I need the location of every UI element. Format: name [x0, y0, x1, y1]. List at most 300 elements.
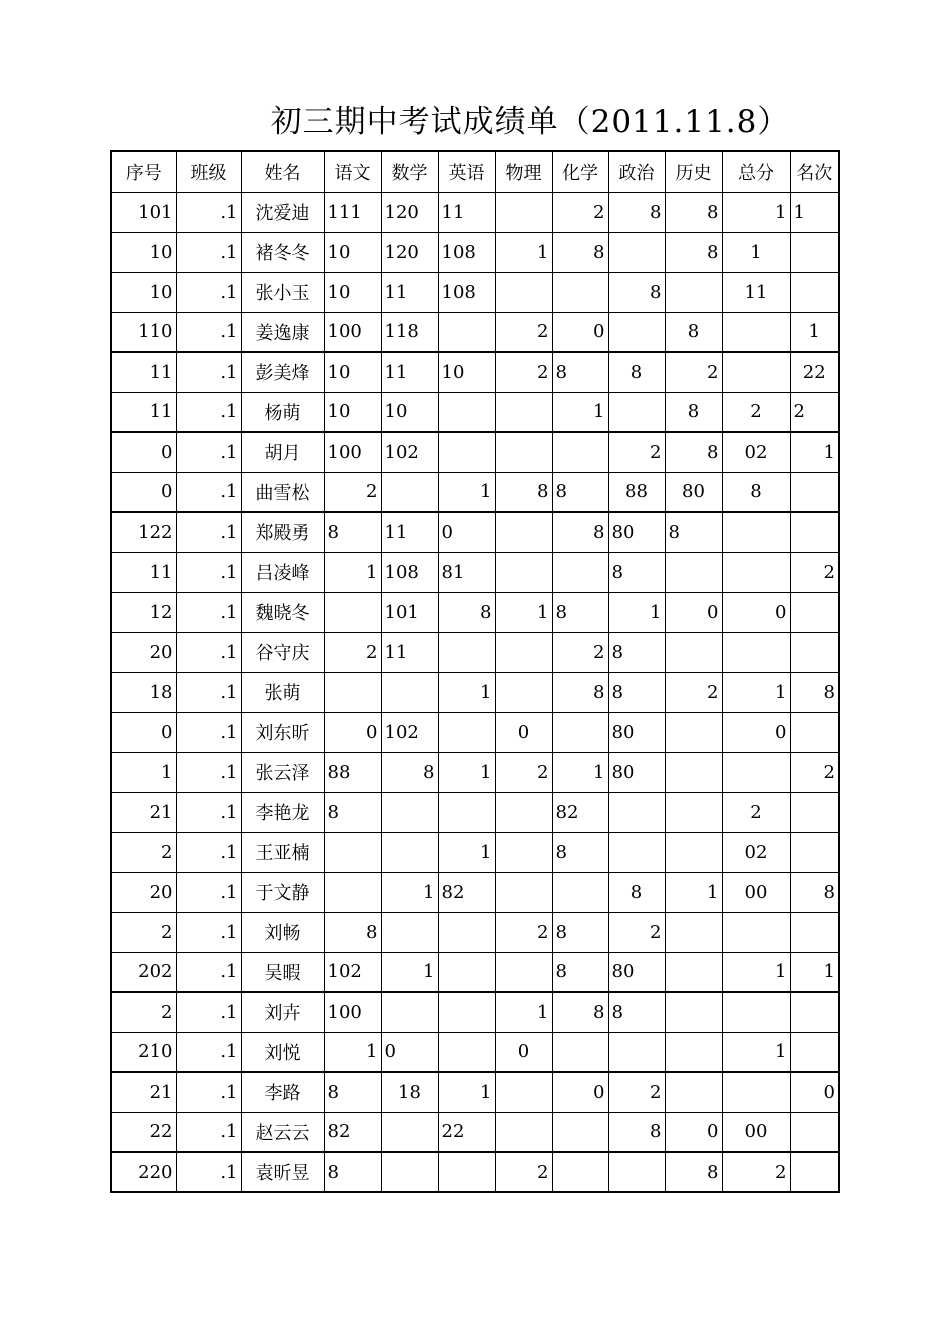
cell-index: 11 — [111, 552, 176, 592]
cell-physics — [495, 632, 552, 672]
cell-rank: 1 — [790, 432, 839, 472]
cell-index: 0 — [111, 432, 176, 472]
cell-total: 02 — [722, 832, 790, 872]
cell-total: 00 — [722, 1112, 790, 1152]
cell-english: 22 — [438, 1112, 495, 1152]
cell-name: 刘畅 — [241, 912, 324, 952]
cell-rank — [790, 232, 839, 272]
cell-english: 1 — [438, 832, 495, 872]
header-chemistry: 化学 — [552, 151, 608, 192]
table-row — [111, 512, 839, 552]
cell-index: 11 — [111, 392, 176, 432]
cell-physics: 2 — [495, 312, 552, 352]
cell-english — [438, 912, 495, 952]
cell-chinese: 100 — [324, 312, 381, 352]
table-row — [111, 432, 839, 472]
cell-index: 210 — [111, 1032, 176, 1072]
cell-physics: 1 — [495, 232, 552, 272]
cell-total: 2 — [722, 392, 790, 432]
cell-math — [381, 992, 438, 1032]
cell-chemistry: 8 — [552, 832, 608, 872]
cell-math — [381, 472, 438, 512]
cell-class: .1 — [176, 712, 241, 752]
cell-rank: 8 — [790, 872, 839, 912]
cell-history: 8 — [665, 392, 722, 432]
cell-chemistry — [552, 712, 608, 752]
cell-chemistry: 82 — [552, 792, 608, 832]
cell-rank — [790, 512, 839, 552]
cell-total: 1 — [722, 1032, 790, 1072]
cell-chemistry: 8 — [552, 352, 608, 392]
cell-history: 8 — [665, 1152, 722, 1192]
cell-math: 10 — [381, 392, 438, 432]
cell-history — [665, 552, 722, 592]
cell-history: 8 — [665, 192, 722, 232]
table-row — [111, 272, 839, 312]
cell-name: 张萌 — [241, 672, 324, 712]
cell-physics: 1 — [495, 592, 552, 632]
header-chinese: 语文 — [324, 151, 381, 192]
cell-chinese: 2 — [324, 632, 381, 672]
cell-history: 1 — [665, 872, 722, 912]
cell-class: .1 — [176, 672, 241, 712]
cell-class: .1 — [176, 232, 241, 272]
cell-chemistry: 8 — [552, 672, 608, 712]
cell-english — [438, 792, 495, 832]
cell-rank: 8 — [790, 672, 839, 712]
cell-total: 8 — [722, 472, 790, 512]
cell-physics: 2 — [495, 912, 552, 952]
cell-history: 8 — [665, 512, 722, 552]
cell-index: 20 — [111, 872, 176, 912]
cell-class: .1 — [176, 192, 241, 232]
cell-name: 曲雪松 — [241, 472, 324, 512]
table-row — [111, 712, 839, 752]
cell-history — [665, 1072, 722, 1112]
cell-rank: 22 — [790, 352, 839, 392]
page-title: 初三期中考试成绩单（2011.11.8） — [270, 104, 790, 140]
cell-politics: 80 — [608, 952, 665, 992]
cell-index: 110 — [111, 312, 176, 352]
header-class: 班级 — [176, 151, 241, 192]
cell-english: 1 — [438, 1072, 495, 1112]
cell-physics — [495, 952, 552, 992]
cell-chinese: 10 — [324, 232, 381, 272]
cell-politics: 80 — [608, 512, 665, 552]
cell-class: .1 — [176, 1032, 241, 1072]
cell-name: 魏晓冬 — [241, 592, 324, 632]
cell-class: .1 — [176, 432, 241, 472]
cell-chinese — [324, 832, 381, 872]
cell-rank — [790, 472, 839, 512]
cell-rank — [790, 912, 839, 952]
cell-english: 8 — [438, 592, 495, 632]
cell-politics: 8 — [608, 552, 665, 592]
header-total: 总分 — [722, 151, 790, 192]
cell-total — [722, 992, 790, 1032]
cell-politics: 8 — [608, 992, 665, 1032]
cell-rank: 0 — [790, 1072, 839, 1112]
table-row — [111, 952, 839, 992]
cell-chinese — [324, 872, 381, 912]
cell-history — [665, 1032, 722, 1072]
cell-class: .1 — [176, 632, 241, 672]
cell-class: .1 — [176, 752, 241, 792]
cell-rank — [790, 632, 839, 672]
cell-chinese: 82 — [324, 1112, 381, 1152]
cell-name: 赵云云 — [241, 1112, 324, 1152]
header-row — [111, 151, 839, 192]
cell-math: 18 — [381, 1072, 438, 1112]
cell-physics: 1 — [495, 992, 552, 1032]
cell-total: 1 — [722, 952, 790, 992]
cell-chemistry: 2 — [552, 632, 608, 672]
cell-politics — [608, 1032, 665, 1072]
cell-name: 袁昕昱 — [241, 1152, 324, 1192]
cell-politics — [608, 1152, 665, 1192]
cell-history — [665, 952, 722, 992]
cell-history — [665, 992, 722, 1032]
cell-english: 1 — [438, 752, 495, 792]
cell-math — [381, 1152, 438, 1192]
cell-math: 1 — [381, 952, 438, 992]
cell-chinese: 100 — [324, 432, 381, 472]
cell-rank — [790, 712, 839, 752]
cell-math: 11 — [381, 272, 438, 312]
cell-math: 120 — [381, 232, 438, 272]
table-row — [111, 392, 839, 432]
cell-rank — [790, 1112, 839, 1152]
cell-index: 21 — [111, 1072, 176, 1112]
cell-rank: 2 — [790, 392, 839, 432]
cell-history: 2 — [665, 672, 722, 712]
header-physics: 物理 — [495, 151, 552, 192]
cell-chinese: 88 — [324, 752, 381, 792]
cell-chinese: 100 — [324, 992, 381, 1032]
cell-total — [722, 912, 790, 952]
cell-chemistry — [552, 432, 608, 472]
cell-physics: 0 — [495, 1032, 552, 1072]
cell-english — [438, 392, 495, 432]
cell-name: 郑殿勇 — [241, 512, 324, 552]
header-index: 序号 — [111, 151, 176, 192]
cell-english — [438, 312, 495, 352]
cell-english — [438, 632, 495, 672]
cell-politics — [608, 832, 665, 872]
cell-name: 李艳龙 — [241, 792, 324, 832]
cell-history: 80 — [665, 472, 722, 512]
cell-physics — [495, 432, 552, 472]
cell-index: 11 — [111, 352, 176, 392]
cell-name: 李路 — [241, 1072, 324, 1112]
cell-math: 11 — [381, 632, 438, 672]
cell-english — [438, 432, 495, 472]
table-row — [111, 672, 839, 712]
cell-history: 2 — [665, 352, 722, 392]
cell-history: 8 — [665, 232, 722, 272]
cell-class: .1 — [176, 792, 241, 832]
cell-name: 张云泽 — [241, 752, 324, 792]
cell-english — [438, 712, 495, 752]
cell-english — [438, 952, 495, 992]
cell-english: 108 — [438, 272, 495, 312]
cell-physics — [495, 792, 552, 832]
cell-politics: 8 — [608, 872, 665, 912]
cell-total — [722, 632, 790, 672]
cell-politics: 8 — [608, 1112, 665, 1152]
cell-english: 0 — [438, 512, 495, 552]
cell-rank — [790, 992, 839, 1032]
cell-name: 张小玉 — [241, 272, 324, 312]
cell-total — [722, 1072, 790, 1112]
cell-politics: 8 — [608, 192, 665, 232]
cell-physics — [495, 872, 552, 912]
cell-chinese — [324, 672, 381, 712]
cell-math: 8 — [381, 752, 438, 792]
cell-chemistry — [552, 1112, 608, 1152]
cell-rank — [790, 272, 839, 312]
header-math: 数学 — [381, 151, 438, 192]
cell-chemistry — [552, 272, 608, 312]
cell-politics: 1 — [608, 592, 665, 632]
cell-physics — [495, 1112, 552, 1152]
cell-class: .1 — [176, 1112, 241, 1152]
cell-chemistry: 8 — [552, 912, 608, 952]
cell-chinese: 10 — [324, 352, 381, 392]
table-row — [111, 472, 839, 512]
cell-index: 220 — [111, 1152, 176, 1192]
grade-table-body — [111, 151, 839, 1192]
cell-index: 2 — [111, 912, 176, 952]
table-row — [111, 1152, 839, 1192]
cell-politics: 8 — [608, 632, 665, 672]
cell-math: 120 — [381, 192, 438, 232]
cell-chemistry — [552, 552, 608, 592]
cell-index: 0 — [111, 712, 176, 752]
cell-index: 202 — [111, 952, 176, 992]
cell-name: 胡月 — [241, 432, 324, 472]
cell-politics: 8 — [608, 352, 665, 392]
cell-name: 沈爱迪 — [241, 192, 324, 232]
cell-index: 1 — [111, 752, 176, 792]
cell-physics — [495, 192, 552, 232]
cell-chemistry: 1 — [552, 392, 608, 432]
header-history: 历史 — [665, 151, 722, 192]
cell-politics: 2 — [608, 432, 665, 472]
cell-total — [722, 752, 790, 792]
cell-index: 0 — [111, 472, 176, 512]
cell-total — [722, 312, 790, 352]
cell-physics: 2 — [495, 752, 552, 792]
cell-class: .1 — [176, 552, 241, 592]
cell-history — [665, 832, 722, 872]
table-row — [111, 752, 839, 792]
cell-chemistry: 8 — [552, 592, 608, 632]
cell-name: 于文静 — [241, 872, 324, 912]
cell-name: 吕凌峰 — [241, 552, 324, 592]
cell-name: 谷守庆 — [241, 632, 324, 672]
table-row — [111, 1112, 839, 1152]
cell-politics: 80 — [608, 712, 665, 752]
cell-chinese: 8 — [324, 1072, 381, 1112]
cell-total: 2 — [722, 1152, 790, 1192]
cell-chinese — [324, 592, 381, 632]
cell-english — [438, 1032, 495, 1072]
cell-math: 102 — [381, 432, 438, 472]
cell-politics — [608, 232, 665, 272]
cell-english: 10 — [438, 352, 495, 392]
cell-rank — [790, 792, 839, 832]
cell-math — [381, 672, 438, 712]
cell-index: 10 — [111, 232, 176, 272]
cell-rank — [790, 832, 839, 872]
cell-history — [665, 632, 722, 672]
cell-rank: 1 — [790, 952, 839, 992]
cell-math: 11 — [381, 352, 438, 392]
cell-politics: 2 — [608, 1072, 665, 1112]
cell-rank: 1 — [790, 312, 839, 352]
cell-class: .1 — [176, 312, 241, 352]
cell-english: 108 — [438, 232, 495, 272]
cell-physics — [495, 832, 552, 872]
cell-history — [665, 712, 722, 752]
cell-history: 0 — [665, 592, 722, 632]
cell-chinese: 8 — [324, 1152, 381, 1192]
cell-name: 刘卉 — [241, 992, 324, 1032]
cell-class: .1 — [176, 392, 241, 432]
cell-politics: 88 — [608, 472, 665, 512]
cell-total: 02 — [722, 432, 790, 472]
table-row — [111, 192, 839, 232]
cell-total: 0 — [722, 712, 790, 752]
cell-index: 10 — [111, 272, 176, 312]
cell-physics — [495, 392, 552, 432]
cell-name: 吴暇 — [241, 952, 324, 992]
cell-total: 2 — [722, 792, 790, 832]
cell-chinese: 102 — [324, 952, 381, 992]
table-row — [111, 632, 839, 672]
cell-rank: 1 — [790, 192, 839, 232]
cell-index: 21 — [111, 792, 176, 832]
table-row — [111, 832, 839, 872]
cell-math: 101 — [381, 592, 438, 632]
cell-total: 1 — [722, 672, 790, 712]
cell-index: 122 — [111, 512, 176, 552]
cell-politics — [608, 392, 665, 432]
cell-chemistry: 2 — [552, 192, 608, 232]
cell-name: 褚冬冬 — [241, 232, 324, 272]
cell-chemistry: 8 — [552, 952, 608, 992]
cell-name: 姜逸康 — [241, 312, 324, 352]
cell-chinese: 2 — [324, 472, 381, 512]
cell-class: .1 — [176, 1072, 241, 1112]
cell-total — [722, 552, 790, 592]
cell-physics: 2 — [495, 352, 552, 392]
cell-math: 11 — [381, 512, 438, 552]
cell-name: 刘悦 — [241, 1032, 324, 1072]
cell-english — [438, 1152, 495, 1192]
cell-class: .1 — [176, 1152, 241, 1192]
cell-chinese: 8 — [324, 512, 381, 552]
cell-index: 20 — [111, 632, 176, 672]
cell-name: 杨萌 — [241, 392, 324, 432]
cell-class: .1 — [176, 912, 241, 952]
cell-history — [665, 792, 722, 832]
header-name: 姓名 — [241, 151, 324, 192]
cell-class: .1 — [176, 992, 241, 1032]
cell-chinese: 10 — [324, 392, 381, 432]
cell-class: .1 — [176, 512, 241, 552]
cell-chinese: 1 — [324, 552, 381, 592]
cell-class: .1 — [176, 592, 241, 632]
cell-chemistry: 0 — [552, 1072, 608, 1112]
cell-class: .1 — [176, 352, 241, 392]
cell-chemistry: 8 — [552, 992, 608, 1032]
header-politics: 政治 — [608, 151, 665, 192]
table-row — [111, 912, 839, 952]
cell-class: .1 — [176, 872, 241, 912]
cell-history: 8 — [665, 312, 722, 352]
cell-physics — [495, 512, 552, 552]
cell-total — [722, 352, 790, 392]
cell-rank: 2 — [790, 552, 839, 592]
cell-physics — [495, 272, 552, 312]
cell-chemistry: 1 — [552, 752, 608, 792]
cell-politics: 2 — [608, 912, 665, 952]
cell-math: 0 — [381, 1032, 438, 1072]
cell-chemistry: 8 — [552, 472, 608, 512]
cell-english: 1 — [438, 672, 495, 712]
cell-index: 101 — [111, 192, 176, 232]
cell-class: .1 — [176, 272, 241, 312]
table-row — [111, 312, 839, 352]
cell-history: 8 — [665, 432, 722, 472]
cell-math: 108 — [381, 552, 438, 592]
table-row — [111, 592, 839, 632]
table-row — [111, 232, 839, 272]
cell-math — [381, 832, 438, 872]
cell-math: 118 — [381, 312, 438, 352]
header-rank: 名次 — [790, 151, 839, 192]
cell-index: 2 — [111, 832, 176, 872]
cell-english: 82 — [438, 872, 495, 912]
cell-english: 81 — [438, 552, 495, 592]
cell-name: 彭美烽 — [241, 352, 324, 392]
cell-chinese: 8 — [324, 792, 381, 832]
cell-total — [722, 512, 790, 552]
table-row — [111, 352, 839, 392]
cell-chinese: 0 — [324, 712, 381, 752]
cell-class: .1 — [176, 472, 241, 512]
cell-class: .1 — [176, 832, 241, 872]
cell-chinese: 111 — [324, 192, 381, 232]
cell-math — [381, 912, 438, 952]
cell-physics: 8 — [495, 472, 552, 512]
table-row — [111, 1072, 839, 1112]
cell-rank: 2 — [790, 752, 839, 792]
cell-index: 22 — [111, 1112, 176, 1152]
table-row — [111, 792, 839, 832]
cell-chinese: 1 — [324, 1032, 381, 1072]
cell-index: 18 — [111, 672, 176, 712]
cell-class: .1 — [176, 952, 241, 992]
cell-physics: 2 — [495, 1152, 552, 1192]
cell-name: 王亚楠 — [241, 832, 324, 872]
cell-physics — [495, 1072, 552, 1112]
cell-total: 1 — [722, 232, 790, 272]
cell-history — [665, 752, 722, 792]
cell-politics — [608, 312, 665, 352]
